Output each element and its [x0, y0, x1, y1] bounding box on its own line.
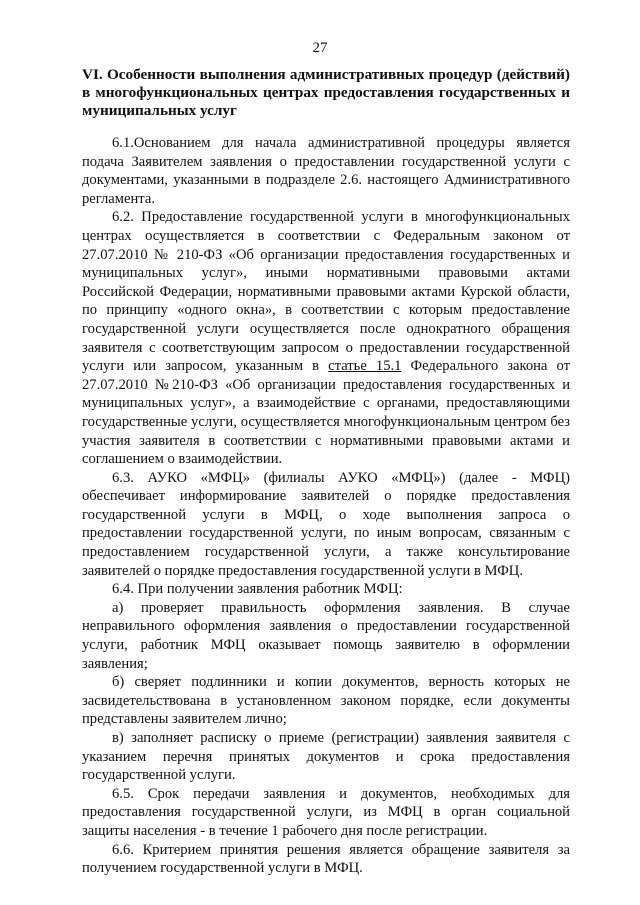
list-item-a: а) проверяет правильность оформления заявления. В случае неправильного оформления заявления о предоставлении государственной услуги, работник МФЦ оказывает помощь заявителю в оформлении заявления;: [82, 599, 570, 672]
list-item-b: б) сверяет подлинники и копии документов, верность которых не засвидетельствована в установленном законом порядке, если документы представлены заявителем лично;: [82, 674, 570, 728]
paragraph-6-5: 6.5. Срок передачи заявления и документов, необходимых для предоставления государственной услуги, из МФЦ в орган социальной защиты населения - в течение 1 рабочего дня после регистрации.: [82, 785, 570, 839]
paragraph-6-2-text-start: 6.2. Предоставление государственной услуги в многофункциональных центрах осуществляется в соответствии с Федеральным законом от 27.07.2010 № 210-ФЗ «Об организации предоставления государственных и муниципальных услуг», иными нормативными правовыми актами Российской Федерации, нормативными правовыми актами Курской области, по принципу «одного окна», в соответствии с которым предоставление государственной услуги осуществляется после однократного обращения заявителя с соответствующим запросом о предоставлении государственной услуги или запросом, указанным в: [82, 209, 570, 375]
law-article-link[interactable]: статье 15.1: [328, 358, 402, 375]
list-item-v: в) заполняет расписку о приеме (регистрации) заявления заявителя с указанием перечня принятых документов и срока предоставления государственной услуги.: [82, 730, 570, 784]
paragraph-6-6: 6.6. Критерием принятия решения является обращение заявителя за получением государственной услуги в МФЦ.: [82, 841, 570, 877]
paragraph-6-4: 6.4. При получении заявления работник МФЦ:: [112, 581, 403, 598]
document-body: [82, 66, 570, 878]
section-title: VI. Особенности выполнения административных процедур (действий) в многофункциональных центрах предоставления государственных и муниципальных услуг: [82, 66, 570, 119]
paragraph-6-2-text-end: Федерального закона от 27.07.2010 №210-ФЗ «Об организации предоставления государственных и муниципальных услуг», а взаимодействие с органами, предоставляющими государственные услуги, осуществляется многофункциональным центром без участия заявителя в соответствии с нормативными правовыми актами и соглашением о взаимодействии.: [82, 358, 570, 468]
paragraph-6-2: [82, 208, 570, 468]
paragraph-6-3: 6.3. АУКО «МФЦ» (филиалы АУКО «МФЦ») (далее - МФЦ) обеспечивает информирование заявителей о порядке предоставления государственной услуги в МФЦ, о ходе выполнения запроса о предоставлении государственной услуги, по иным вопросам, связанным с предоставлением государственной услуги, а также консультирование заявителей о порядке предоставления государственной услуги в МФЦ.: [82, 469, 570, 579]
page-number: 27: [312, 40, 328, 56]
paragraph-6-1: 6.1.Основанием для начала административной процедуры является подача Заявителем заявления о предоставлении государственной услуги с документами, указанными в подразделе 2.6. настоящего Административного регламента.: [82, 135, 570, 207]
